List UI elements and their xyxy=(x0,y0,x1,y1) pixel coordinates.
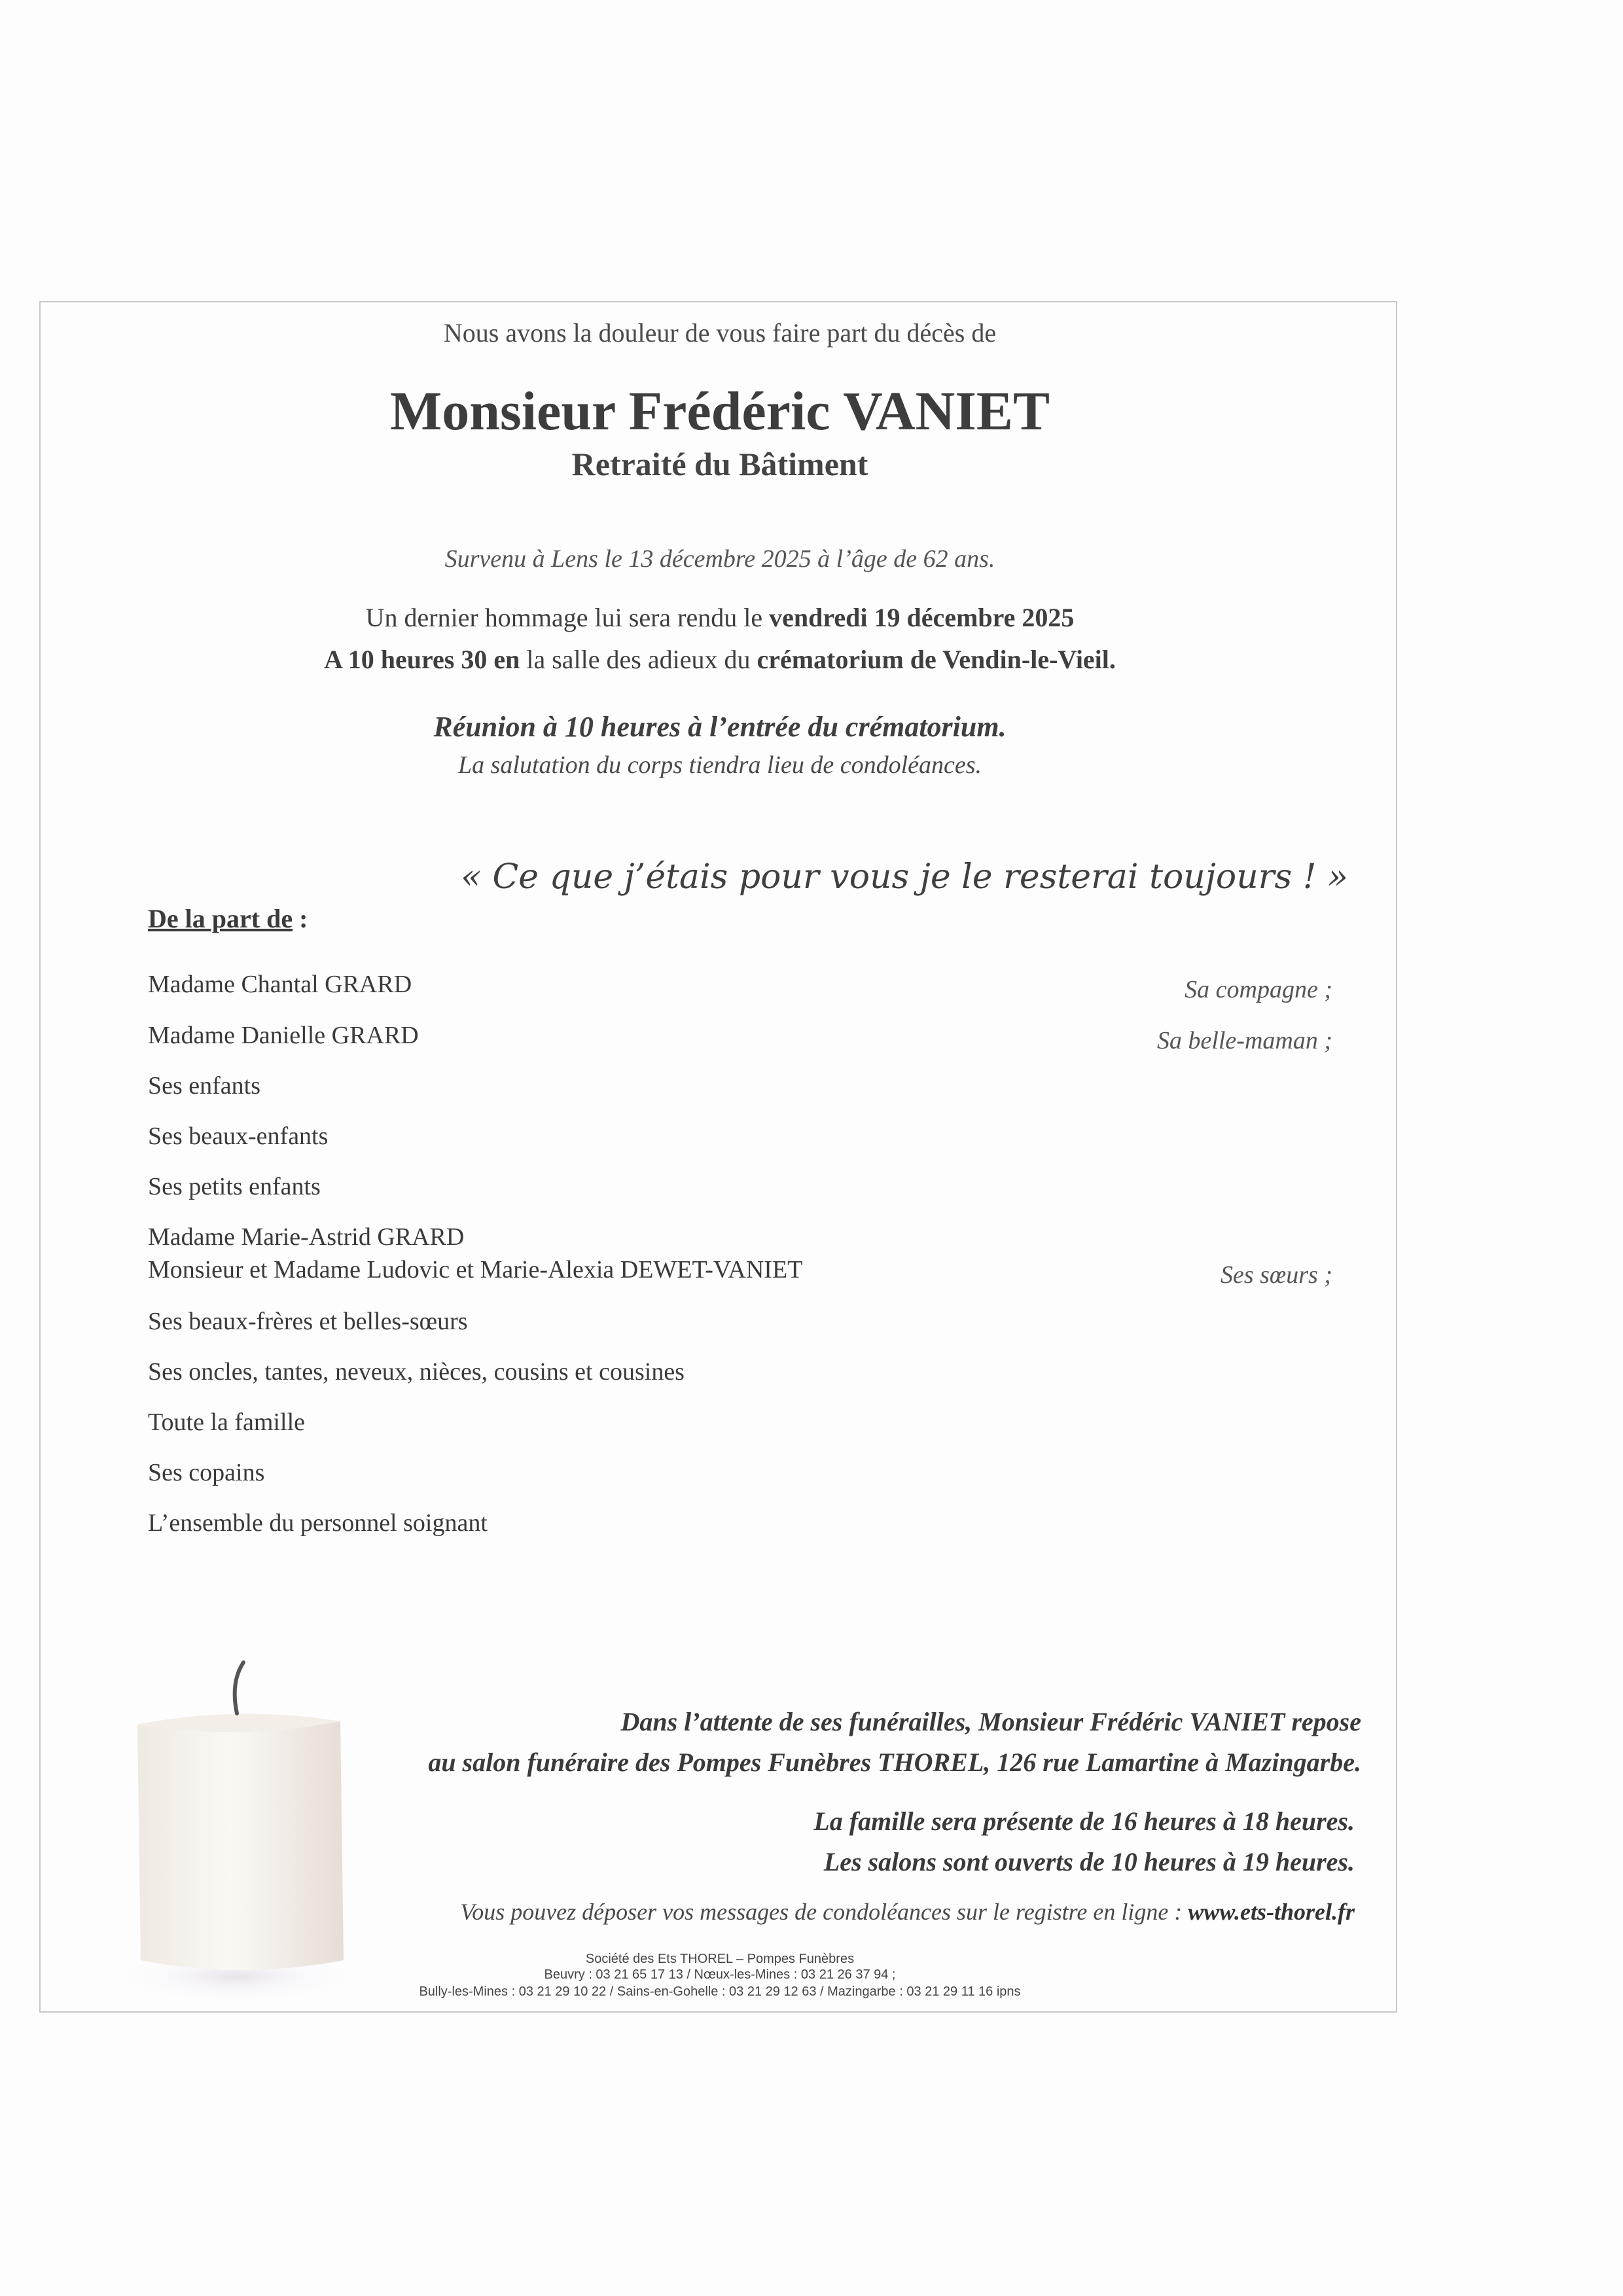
depart-heading xyxy=(148,903,308,934)
family-name: Madame Marie-Astrid GRARD xyxy=(148,1223,465,1251)
family-name: L’ensemble du personnel soignant xyxy=(148,1509,488,1537)
deceased-name: Monsieur Frédéric VANIET xyxy=(390,381,1050,442)
family-name: Madame Chantal GRARD xyxy=(148,971,412,998)
hommage-line2-b: la salle des adieux du xyxy=(520,645,757,674)
footer-company: Société des Ets THOREL – Pompes Funèbres xyxy=(585,1952,855,1966)
depart-suffix: : xyxy=(293,904,308,933)
list-item xyxy=(148,1122,1332,1151)
family-relation: Sa belle-maman ; xyxy=(1156,1027,1332,1054)
repose-line1: Dans l’attente de ses funérailles, Monsieur Frédéric VANIET repose xyxy=(620,1707,1361,1736)
website-link[interactable]: www.ets-thorel.fr xyxy=(1188,1899,1355,1925)
repose-line2: au salon funéraire des Pompes Funèbres THOREL, 126 rue Lamartine à Mazingarbe. xyxy=(428,1748,1361,1777)
condolences-label: Vous pouvez déposer vos messages de condoléances sur le registre en ligne : xyxy=(460,1899,1188,1925)
list-item xyxy=(148,1357,1332,1386)
family-name: Ses oncles, tantes, neveux, nièces, cousins et cousines xyxy=(148,1358,685,1386)
hommage-line1-a: Un dernier hommage lui sera rendu le xyxy=(365,603,770,632)
deceased-title: Retraité du Bâtiment xyxy=(571,446,868,482)
family-relation: Ses sœurs ; xyxy=(1220,1261,1332,1289)
list-item xyxy=(148,1071,1332,1100)
candle-image xyxy=(124,1636,373,2003)
family-name: Ses enfants xyxy=(148,1072,261,1100)
family-relation: Sa compagne ; xyxy=(1185,976,1332,1003)
visiting-hours xyxy=(373,1801,1355,1882)
list-item xyxy=(148,1307,1332,1336)
list-item xyxy=(148,1458,1332,1487)
footer-phones-2: Bully-les-Mines : 03 21 29 10 22 / Sains-en-Gohelle : 03 21 29 12 63 / Mazingarbe : 03 21 29 11 16 ipns xyxy=(419,1984,1021,1999)
list-item xyxy=(148,1172,1332,1201)
family-name: Madame Danielle GRARD xyxy=(148,1022,419,1049)
list-item xyxy=(148,1223,1332,1251)
family-name: Ses copains xyxy=(148,1459,265,1486)
hommage-time: A 10 heures 30 en xyxy=(324,645,520,674)
ceremony-details xyxy=(0,597,1440,681)
footer-phones-1: Beuvry : 03 21 65 17 13 / Nœux-les-Mines : 03 21 26 37 94 ; xyxy=(544,1967,896,1982)
condolences-text xyxy=(242,1898,1355,1926)
list-item xyxy=(148,1509,1332,1537)
hommage-date: vendredi 19 décembre 2025 xyxy=(769,603,1075,632)
death-notice: Survenu à Lens le 13 décembre 2025 à l’âge de 62 ans. xyxy=(444,545,995,573)
list-item xyxy=(148,970,1332,1003)
salutation-text: La salutation du corps tiendra lieu de condoléances. xyxy=(457,751,982,779)
list-item xyxy=(148,1408,1332,1437)
depart-label: De la part de xyxy=(148,904,293,933)
repose-text xyxy=(249,1702,1361,1783)
list-item xyxy=(148,1255,1332,1289)
family-name: Ses beaux-enfants xyxy=(148,1122,329,1150)
visiting-line2: Les salons sont ouverts de 10 heures à 19 heures. xyxy=(823,1847,1355,1876)
list-item xyxy=(148,1021,1332,1054)
hommage-place: crématorium de Vendin-le-Vieil. xyxy=(757,645,1116,674)
visiting-line1: La famille sera présente de 16 heures à 18 heures. xyxy=(813,1806,1355,1836)
intro-text: Nous avons la douleur de vous faire part du décès de xyxy=(443,318,997,348)
family-name: Monsieur et Madame Ludovic et Marie-Alexia DEWET-VANIET xyxy=(148,1256,803,1283)
family-name: Toute la famille xyxy=(148,1408,306,1436)
family-name: Ses beaux-frères et belles-sœurs xyxy=(148,1308,468,1335)
family-name: Ses petits enfants xyxy=(148,1173,321,1200)
quote: « Ce que j’étais pour vous je le resterai toujours ! » xyxy=(461,857,1348,897)
reunion-text: Réunion à 10 heures à l’entrée du crématorium. xyxy=(433,711,1007,743)
